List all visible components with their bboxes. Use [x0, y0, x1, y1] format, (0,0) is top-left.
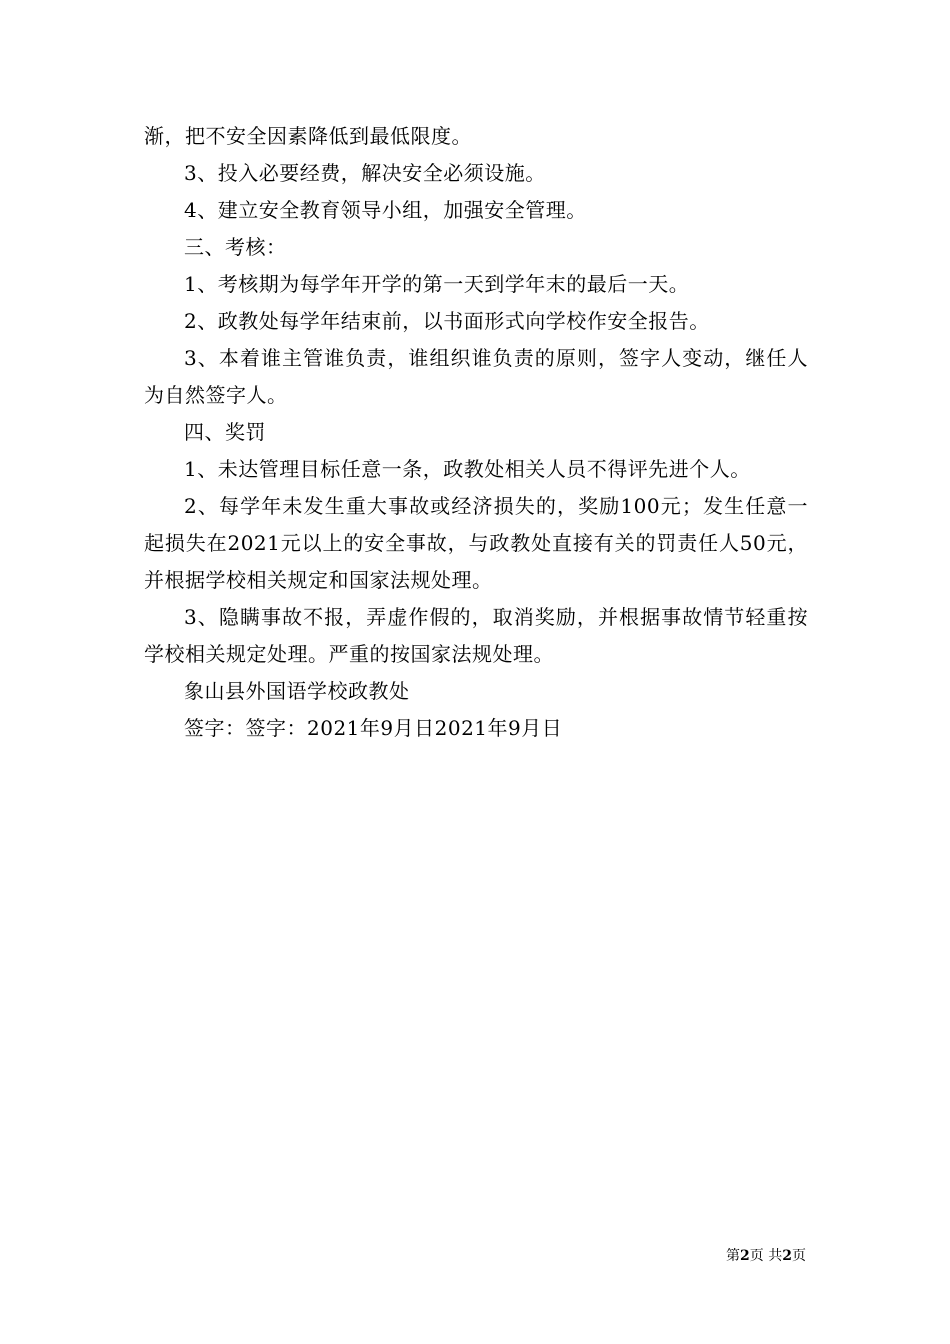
paragraph-reward-penalty: 2、每学年未发生重大事故或经济损失的，奖励100元；发生任意一起损失在2021元以上的安全事故，与政教处直接有关的罚责任人50元，并根据学校相关规定和国家法规处理。 — [144, 494, 808, 592]
paragraph-safety-report: 2、政教处每学年结束前，以书面形式向学校作安全报告。 — [184, 309, 710, 333]
paragraph-concealment: 3、隐瞒事故不报，弄虚作假的，取消奖励，并根据事故情节轻重按学校相关规定处理。严重的按国家法规处理。 — [144, 605, 808, 666]
page-footer — [726, 1247, 806, 1265]
paragraph-funding: 3、投入必要经费，解决安全必须设施。 — [184, 161, 546, 185]
paragraph-no-award: 1、未达管理目标任意一条，政教处相关人员不得评先进个人。 — [184, 457, 751, 481]
footer-total-pages: 2 — [782, 1248, 792, 1264]
paragraph-responsibility: 3、本着谁主管谁负责，谁组织谁负责的原则，签字人变动，继任人为自然签字人。 — [144, 346, 808, 407]
paragraph-assessment-period: 1、考核期为每学年开学的第一天到学年末的最后一天。 — [184, 272, 690, 296]
footer-current-page: 2 — [740, 1248, 750, 1264]
paragraph-safety-group: 4、建立安全教育领导小组，加强安全管理。 — [184, 198, 587, 222]
section-heading-assessment: 三、考核： — [184, 235, 287, 259]
section-heading-rewards: 四、奖罚 — [184, 420, 266, 444]
footer-suffix: 页 — [792, 1248, 806, 1264]
footer-prefix: 第 — [726, 1248, 741, 1264]
issuer-name: 象山县外国语学校政教处 — [184, 679, 410, 703]
paragraph-continuation: 渐，把不安全因素降低到最低限度。 — [144, 124, 472, 148]
document-body — [144, 118, 808, 747]
signature-line: 签字：签字：2021年9月日2021年9月日 — [184, 716, 563, 740]
footer-middle: 页 共 — [749, 1248, 783, 1264]
